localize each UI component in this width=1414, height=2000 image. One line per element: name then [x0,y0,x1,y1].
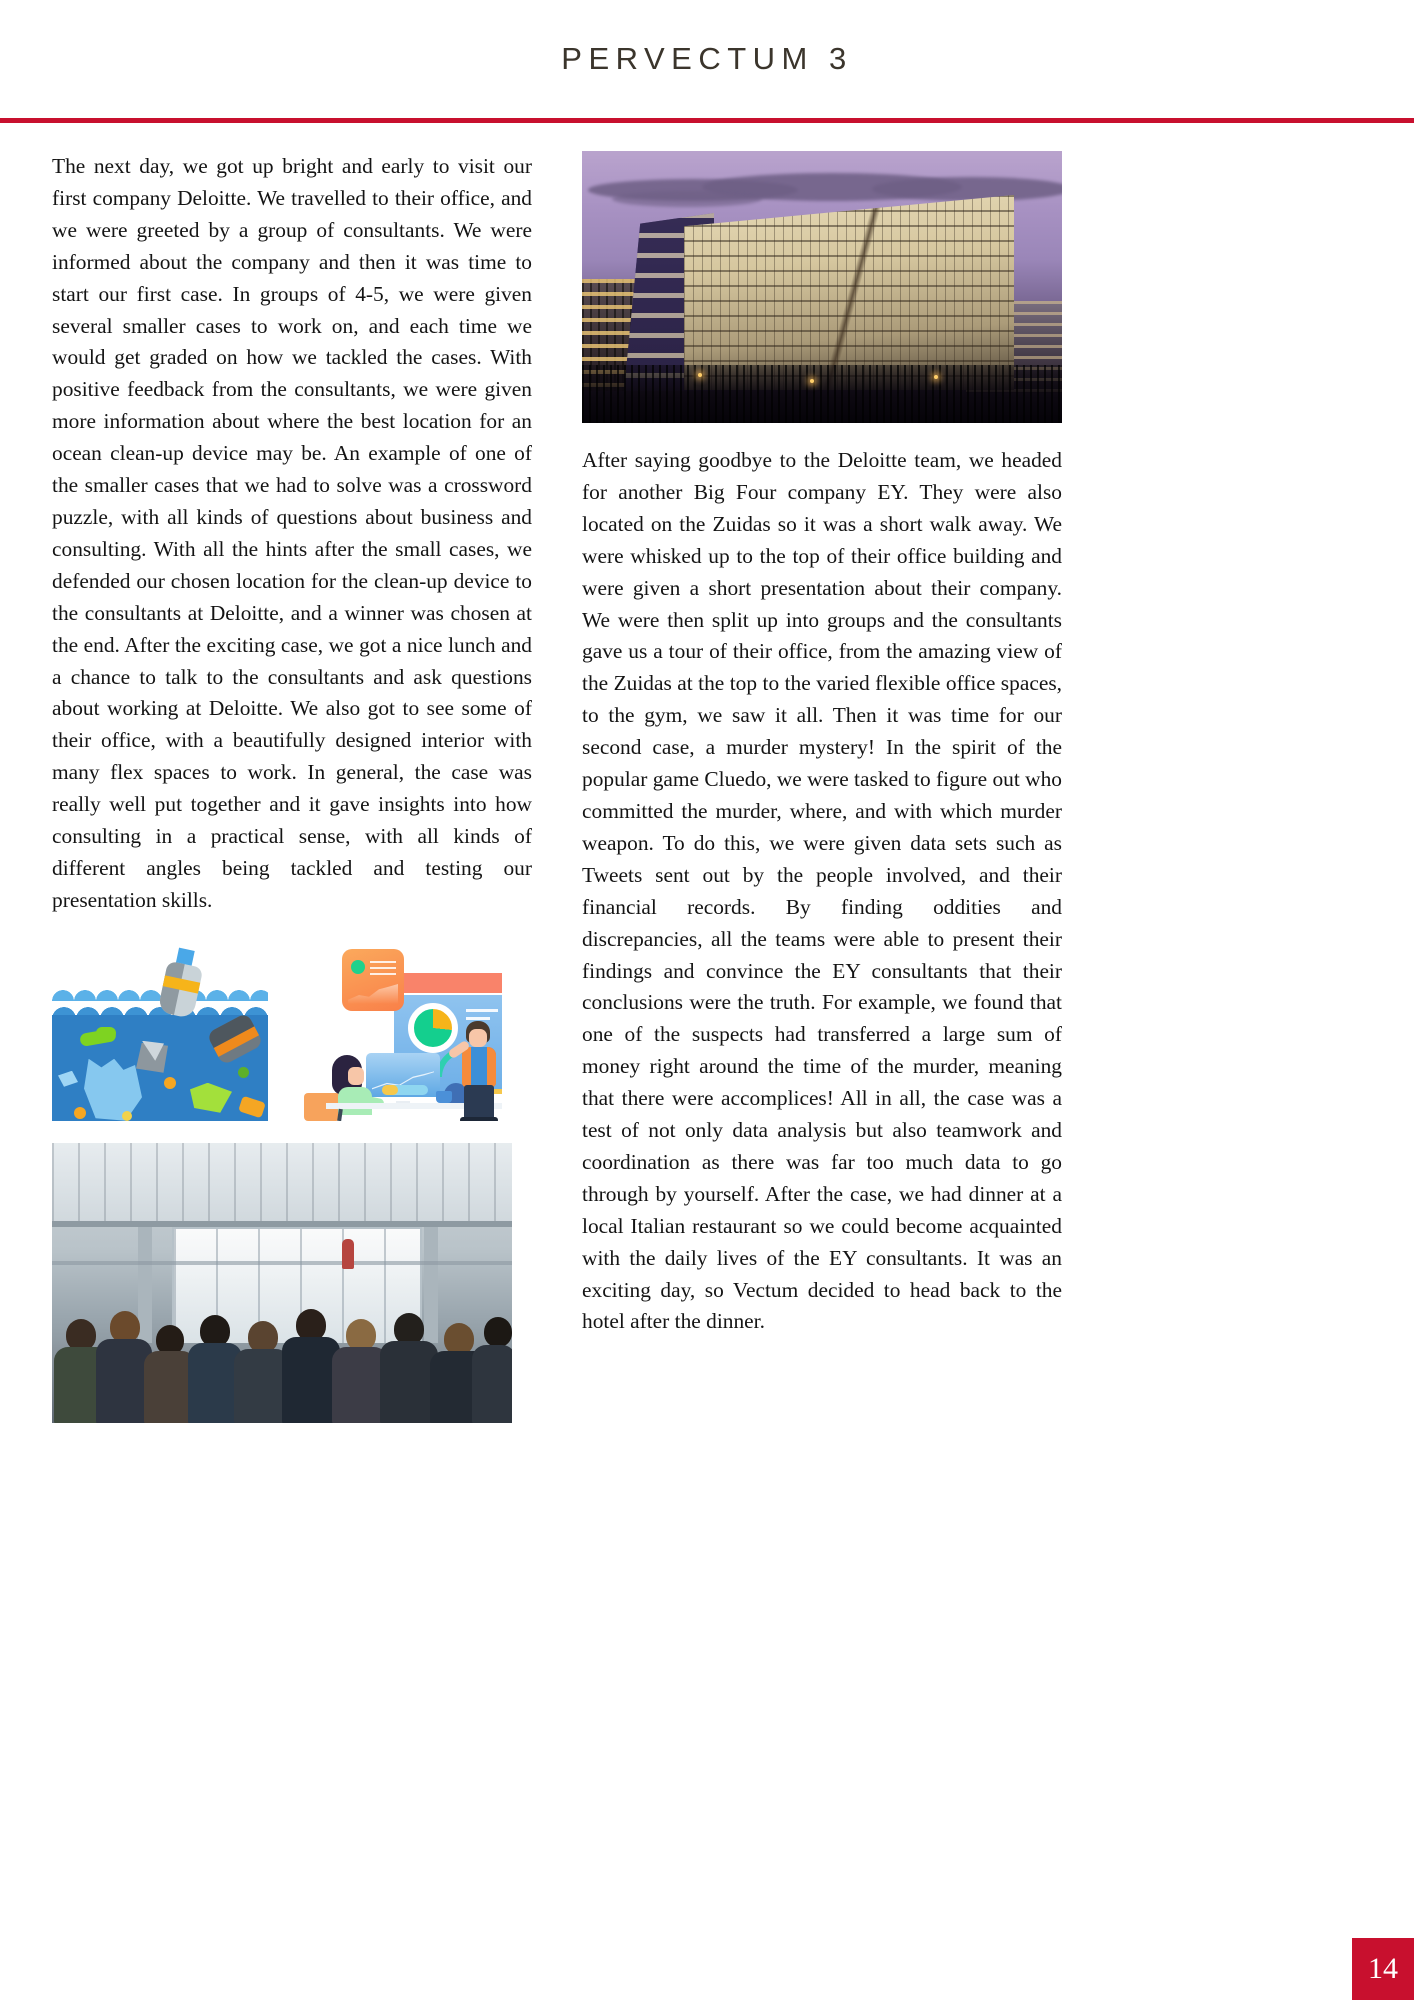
crowd-head [200,1315,230,1347]
right-column-paragraph: After saying goodbye to the Deloitte team, we headed for another Big Four company EY. They were also located on the Zuidas so it was a short walk away. We were whisked up to the top of their office building and were given a short presentation about their company. We were then split up into groups and the consultants gave us a tour of their office, from the amazing view of the Zuidas at the top to the varied flexible office spaces, to the gym, we saw it all. Then it was time for our second case, a murder mystery! In the spirit of the popular game Cluedo, we were tasked to figure out who committed the murder, where, and with which murder weapon. To do this, we were given data sets such as Tweets sent out by the people involved, and their financial records. By finding oddities and discrepancies, all the teams were able to present their findings and convince the EY consultants that their conclusions were the truth. For example, we found that one of the suspects had transferred a large sum of money right around the time of the murder, meaning that there were accomplices! All in all, the case was a test of not only data analysis but also teamwork and coordination as there was far too much data to go through by yourself. After the case, we had dinner at a local Italian restaurant so we could become acquainted with the daily lives of the EY consultants. It was an exciting day, so Vectum decided to head back to the hotel after the dinner. [582,448,1062,1334]
standing-person-figure [458,1021,502,1121]
lobby-ceiling [52,1143,512,1227]
cloud-shape-3 [872,177,1062,201]
two-column-layout [52,123,1362,2000]
crowd-head [296,1309,326,1341]
deloitte-the-edge-office-building-at-dusk-photo [582,151,1062,423]
left-column [52,151,532,2000]
distant-person-in-red [342,1239,354,1269]
streetlight-glow-3 [934,375,938,379]
page-header [0,0,1414,118]
crowd-head [346,1319,376,1351]
page-title: PERVECTUM 3 [561,41,853,76]
balcony-railing [52,1261,512,1265]
salmon-banner-shape [402,973,502,993]
panel-text-line-2 [466,1017,490,1020]
page-number-value: 14 [1368,1952,1398,1985]
page-number-badge [1352,1938,1414,2000]
building-glass-atrium [684,195,1014,390]
progress-pill-fill [382,1085,398,1095]
crowd-head [66,1319,96,1351]
cloud-shape-4 [612,191,762,207]
orange-chart-card [342,949,404,1011]
green-debris-icon-2 [96,1027,116,1039]
ocean-plastic-pollution-illustration [52,943,268,1121]
crowd-head [248,1321,278,1353]
right-column [582,151,1062,2000]
streetlight-glow-2 [810,379,814,383]
crowd-torso [472,1345,512,1423]
card-sparkline-icon [348,982,398,1004]
lobby-pillar-2 [424,1227,438,1357]
crowd-head [394,1313,424,1345]
streetlight-glow [698,373,702,377]
left-column-paragraph: The next day, we got up bright and early to visit our first company Deloitte. We travelled to their office, and we were greeted by a group of consultants. We were informed about the company and then it was time to start our first case. In groups of 4-5, we were given several smaller cases to work on, and each time we would get graded on how we tackled the cases. With positive feedback from the consultants, we were given more information about where the best location for an ocean clean-up device may be. An example of one of the smaller cases that we had to solve was a crossword puzzle, with all kinds of questions about business and consulting. With all the hints after the small cases, we defended our chosen location for the clean-up device to the consultants at Deloitte, and a winner was chosen at the end. After the exciting case, we got a nice lunch and a chance to talk to the consultants and ask questions about working at Deloitte. We also got to see some of their office, with a beautifully designed interior with many flex spaces to work. In general, the case was really well put together and it gave insights into how consulting in a practical sense, with all kinds of different angles being tackled and testing our presentation skills. [52,154,532,912]
panel-text-line [466,1009,498,1012]
group-of-students-in-office-lobby-photo [52,1143,512,1423]
business-analytics-teamwork-illustration [286,943,502,1121]
coffee-mug-icon [436,1091,452,1103]
lobby-pillar [138,1227,152,1357]
yellow-particle-icon [122,1111,132,1121]
card-status-dot [351,960,365,974]
crowd-head [444,1323,474,1355]
foreground-treeline [582,365,1062,423]
illustration-row [52,943,532,1121]
green-particle-icon [238,1067,249,1078]
page-content [0,123,1414,2000]
crowd-head [484,1317,512,1347]
orange-particle-icon-2 [74,1107,86,1119]
pie-chart-icon [408,1003,458,1053]
crowd-head [110,1311,140,1343]
orange-particle-icon [164,1077,176,1089]
desk-leg [337,1109,343,1121]
